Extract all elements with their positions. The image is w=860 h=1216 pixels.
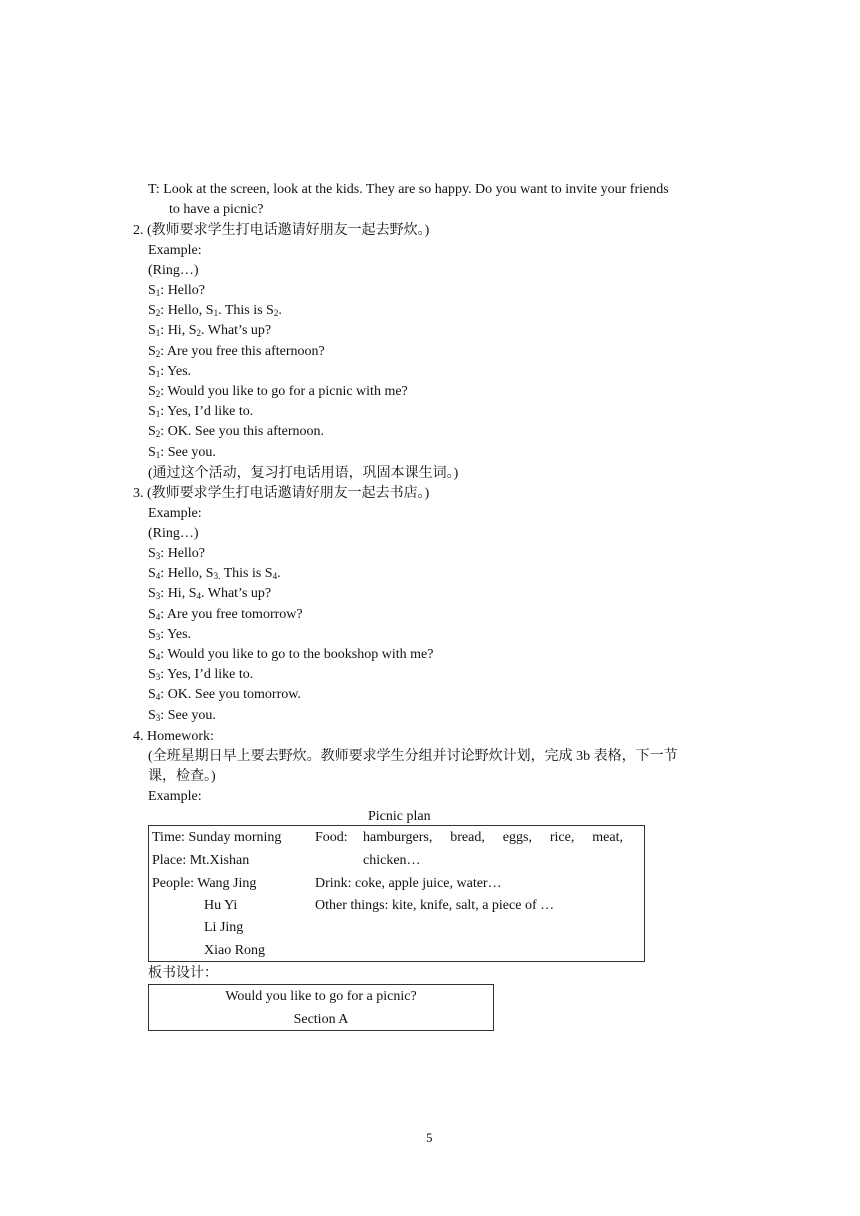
picnic-food-items — [363, 829, 623, 847]
section-2-heading: 2. (教师要求学生打电话邀请好朋友一起去野炊。) — [133, 223, 430, 238]
dialogue-line: $S_2$: Are you free this afternoon? — [148, 343, 325, 359]
dialogue-line: $S_4$: Would you like to go to the bookshop with me? — [148, 647, 434, 662]
intro-line-1: T: Look at the screen, look at the kids. They are so happy. Do you want to invite your friends — [148, 182, 669, 197]
section-2-example: Example: — [148, 243, 202, 258]
picnic-food-item: rice, — [549, 830, 575, 845]
board-design-box — [148, 984, 494, 1031]
section-3-example: Example: — [148, 506, 202, 521]
picnic-plan-table — [148, 825, 645, 962]
dialogue-line: $S_2$: OK. See you this afternoon. — [148, 424, 324, 440]
picnic-people-label: People: Wang Jing — [152, 876, 257, 891]
dialogue-line: $S_3$: Yes. — [148, 626, 192, 642]
section-3-heading: 3. (教师要求学生打电话邀请好朋友一起去书店。) — [133, 486, 430, 501]
picnic-food-item: eggs, — [502, 830, 532, 845]
picnic-person: Hu Yi — [204, 898, 238, 913]
page-number: 5 — [426, 1130, 433, 1145]
section-2-ring: (Ring…) — [148, 263, 199, 278]
picnic-food-item: bread, — [450, 830, 485, 845]
picnic-drink: Drink: coke, apple juice, water… — [315, 876, 502, 891]
board-line-2: Section A — [293, 1012, 349, 1027]
dialogue-line: $S_1$: Yes. — [148, 363, 192, 379]
section-3-ring: (Ring…) — [148, 526, 199, 541]
section-4-desc-2: 课，检查。) — [148, 769, 216, 784]
picnic-person: Li Jing — [204, 920, 244, 935]
picnic-person: Xiao Rong — [204, 943, 266, 958]
picnic-other-things: Other things: kite, knife, salt, a piece of … — [315, 898, 555, 913]
picnic-food-line-2: chicken… — [363, 853, 421, 868]
dialogue-line: $S_3$: Hello? — [148, 546, 206, 561]
dialogue-line: $S_4$: Are you free tomorrow? — [148, 606, 303, 622]
section-4-heading: 4. Homework: — [133, 729, 214, 744]
board-design-label: 板书设计： — [148, 966, 218, 981]
picnic-food-item: meat, — [592, 830, 623, 845]
dialogue-line: $S_3$: Yes, I’d like to. — [148, 667, 254, 683]
dialogue-line: $S_1$: Hello? — [148, 283, 206, 298]
section-4-example: Example: — [148, 789, 202, 804]
dialogue-line: $S_1$: Yes, I’d like to. — [148, 404, 254, 420]
dialogue-line: $S_1$: Hi, $S_2$. What’s up? — [148, 323, 272, 339]
section-2-note: (通过这个活动，复习打电话用语，巩固本课生词。) — [148, 466, 459, 481]
picnic-place: Place: Mt.Xishan — [152, 853, 250, 868]
dialogue-line: $S_4$: OK. See you tomorrow. — [148, 687, 301, 703]
dialogue-line: $S_1$: See you. — [148, 444, 216, 460]
section-4-desc-1: (全班星期日早上要去野炊。教师要求学生分组并讨论野炊计划，完成 3b 表格，下一节 — [148, 749, 678, 764]
dialogue-line: $S_3$: Hi, $S_4$. What’s up? — [148, 586, 272, 602]
dialogue-line: $S_2$: Would you like to go for a picnic with me? — [148, 384, 408, 399]
picnic-plan-title: Picnic plan — [368, 809, 431, 824]
dialogue-line: $S_4$: Hello, $S_{3.}$ This is $S_4$. — [148, 566, 281, 582]
dialogue-line: $S_3$: See you. — [148, 707, 216, 723]
picnic-time: Time: Sunday morning — [152, 830, 282, 845]
intro-line-2: to have a picnic? — [169, 202, 264, 217]
picnic-food-label: Food: — [315, 830, 348, 845]
board-line-1: Would you like to go for a picnic? — [225, 989, 417, 1004]
picnic-food-item: hamburgers, — [363, 830, 433, 845]
dialogue-line: $S_2$: Hello, $S_1$. This is $S_2$. — [148, 303, 282, 319]
